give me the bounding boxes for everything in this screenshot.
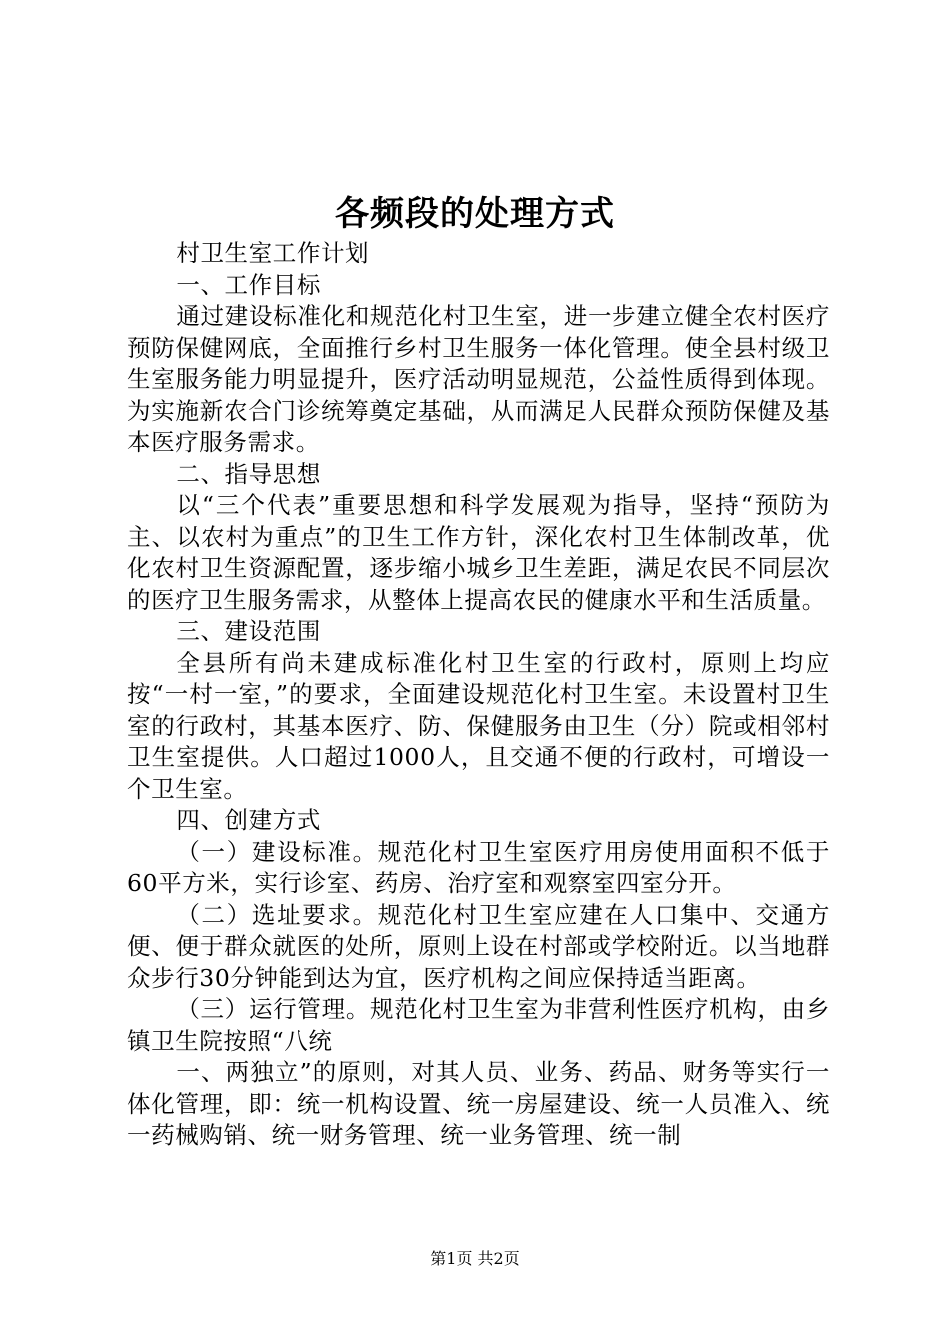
page-number-footer: 第1页 共2页: [430, 1249, 520, 1268]
document-body: [127, 238, 830, 1152]
paragraph-work-goal: 通过建设标准化和规范化村卫生室，进一步建立健全农村医疗预防保健网底，全面推行乡村卫生服务一体化管理。使全县村级卫生室服务能力明显提升，医疗活动明显规范，公益性质得到体现。为实施新农合门诊统筹奠定基础，从而满足人民群众预防保健及基本医疗服务需求。: [127, 302, 830, 456]
paragraph-construction-standard: （一）建设标准。规范化村卫生室医疗用房使用面积不低于60平方米，实行诊室、药房、治疗室和观察室四室分开。: [127, 837, 830, 897]
paragraph-construction-scope: 全县所有尚未建成标准化村卫生室的行政村，原则上均应按“一村一室，”的要求，全面建设规范化村卫生室。未设置村卫生室的行政村，其基本医疗、防、保健服务由卫生（分）院或相邻村卫生室提供。人口超过1000人，且交通不便的行政村，可增设一个卫生室。: [127, 648, 830, 803]
paragraph-site-requirement: （二）选址要求。规范化村卫生室应建在人口集中、交通方便、便于群众就医的处所，原则上设在村部或学校附近。以当地群众步行30分钟能到达为宜，医疗机构之间应保持适当距离。: [127, 900, 830, 992]
heading-creation-method: 四、创建方式: [176, 806, 321, 834]
heading-construction-scope: 三、建设范围: [176, 617, 321, 645]
heading-guiding-thought: 二、指导思想: [176, 459, 321, 488]
paragraph-operation-management: （三）运行管理。规范化村卫生室为非营利性医疗机构，由乡镇卫生院按照“八统: [127, 995, 830, 1055]
paragraph-unified-management: 一、两独立”的原则，对其人员、业务、药品、财务等实行一体化管理，即：统一机构设置、统一房屋建设、统一人员准入、统一药械购销、统一财务管理、统一业务管理、统一制: [127, 1058, 830, 1149]
heading-work-goal: 一、工作目标: [176, 270, 321, 299]
paragraph-guiding-thought: 以“三个代表”重要思想和科学发展观为指导，坚持“预防为主、以农村为重点”的卫生工作方针，深化农村卫生体制改革，优化农村卫生资源配置，逐步缩小城乡卫生差距，满足农民不同层次的医疗卫生服务需求，从整体上提高农民的健康水平和生活质量。: [127, 491, 830, 614]
document-title: 各频段的处理方式: [335, 194, 615, 234]
paragraph-plan-title: 村卫生室工作计划: [176, 239, 370, 267]
